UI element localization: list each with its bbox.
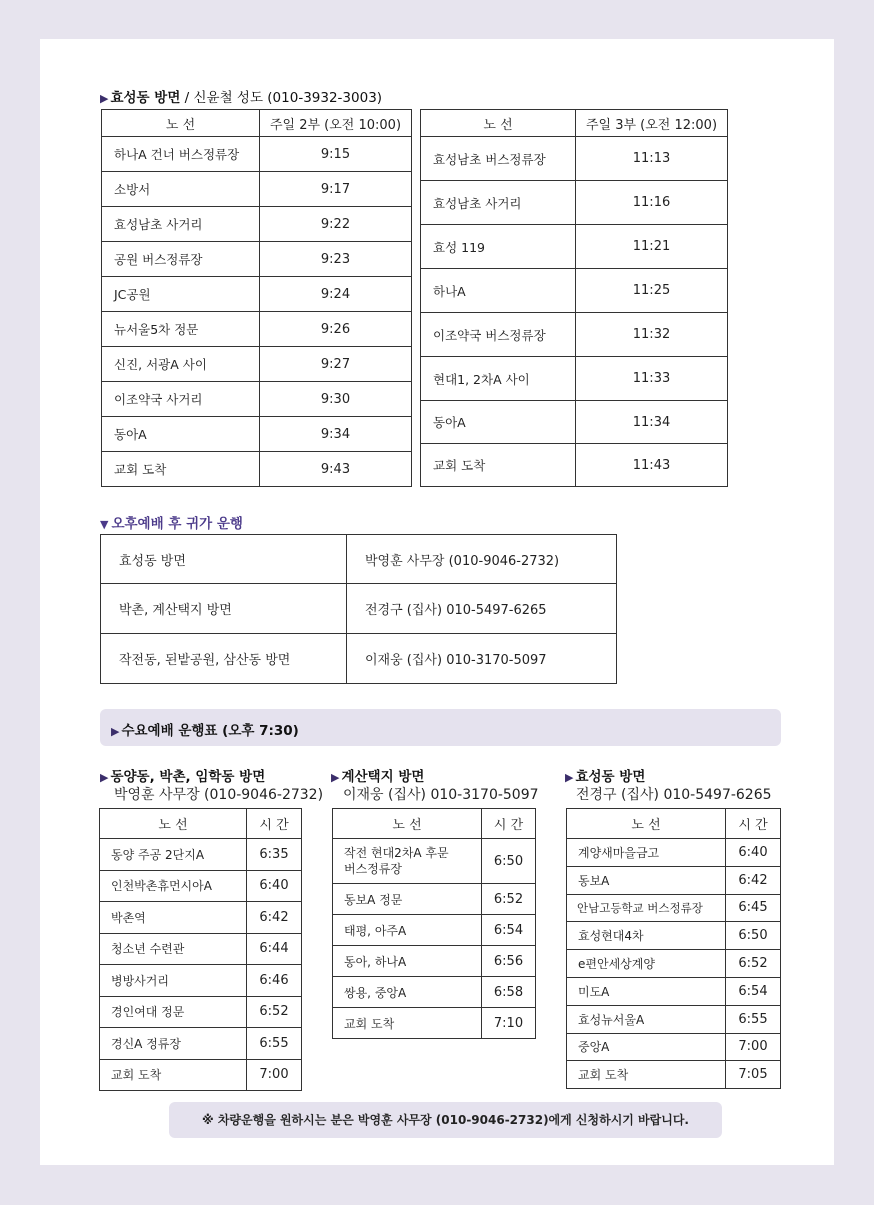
section1-heading — [100, 86, 382, 106]
table-row: 교회 도착 9:43 — [102, 452, 412, 487]
table-row: 동양 주공 2단지A 6:35 — [100, 839, 302, 871]
section2-title: 오후예배 후 귀가 운행 — [111, 516, 243, 532]
table-row: 작전 현대2차A 후문 버스정류장 6:50 — [333, 839, 536, 884]
col-route-header: 노 선 — [102, 110, 260, 137]
wednesday-banner — [100, 709, 781, 746]
table-row: 미도A 6:54 — [567, 977, 781, 1005]
footer-note: ※ 차량운행을 원하시는 분은 박영훈 사무장 (010-9046-2732)에게 신청하시기 바랍니다. — [201, 1113, 689, 1127]
triangle-right-icon: ▶ — [565, 771, 574, 784]
table-row: 효성 119 11:21 — [421, 225, 728, 269]
table-row: 동아A 11:34 — [421, 401, 728, 444]
table-row: JC공원 9:24 — [102, 277, 412, 312]
col-time-header: 주일 2부 (오전 10:00) — [260, 110, 412, 137]
section1-subtitle: / 신윤철 성도 (010-3932-3003) — [180, 90, 383, 106]
wednesday-banner-title: 수요예배 운행표 (오후 7:30) — [121, 723, 299, 739]
table-row: 쌍용, 중앙A 6:58 — [333, 977, 536, 1008]
table-row: 효성동 방면 박영훈 사무장 (010-9046-2732) — [101, 535, 617, 584]
table-row: 경신A 정류장 6:55 — [100, 1028, 302, 1060]
group1-table: 노 선 시 간 동양 주공 2단지A 6:35 인천박촌휴먼시아A 6:40 박촌역 6:42 청소년 수련관 6:44 병방사거리 6:46 경인여대 정문 6:52 경신A 정류장 6:55 교회 도착 7:00 — [99, 808, 302, 1091]
table-row: 뉴서울5차 정문 9:26 — [102, 312, 412, 347]
section1-title: 효성동 방면 — [110, 90, 181, 106]
table-row: 태평, 아주A 6:54 — [333, 915, 536, 946]
table-row: 동보A 6:42 — [567, 866, 781, 894]
table-row: 교회 도착 7:05 — [567, 1061, 781, 1089]
table-row: 교회 도착 7:00 — [100, 1059, 302, 1091]
triangle-right-icon: ▶ — [100, 771, 109, 784]
section2-heading — [100, 512, 243, 532]
group2-heading: ▶ 계산택지 방면 — [331, 769, 425, 785]
table-row: 효성남초 버스정류장 11:13 — [421, 137, 728, 181]
table-row: 계양새마을금고 6:40 — [567, 839, 781, 867]
table-row: 동아, 하나A 6:56 — [333, 946, 536, 977]
table-row: 효성현대4차 6:50 — [567, 922, 781, 950]
group3-table: 노 선 시 간 계양새마을금고 6:40 동보A 6:42 안남고등학교 버스정류장 6:45 효성현대4차 6:50 e편안세상계양 6:52 미도A 6:54 효성뉴서울A 6:55 중앙A 7:00 교회 도착 7:05 — [566, 808, 781, 1089]
table-row: 동아A 9:34 — [102, 417, 412, 452]
table-row: e편안세상계양 6:52 — [567, 950, 781, 978]
table-row: 박촌, 계산택지 방면 전경구 (집사) 010-5497-6265 — [101, 584, 617, 634]
table-row: 효성남초 사거리 11:16 — [421, 181, 728, 225]
triangle-down-icon: ▼ — [100, 518, 109, 531]
table-row: 박촌역 6:42 — [100, 902, 302, 934]
table-row: 이조약국 버스정류장 11:32 — [421, 313, 728, 357]
table-row: 현대1, 2차A 사이 11:33 — [421, 357, 728, 401]
page — [40, 39, 834, 1165]
group2-contact: 이재웅 (집사) 010-3170-5097 — [343, 787, 539, 803]
group2-table: 노 선 시 간 작전 현대2차A 후문 버스정류장 6:50 동보A 정문 6:52 태평, 아주A 6:54 동아, 하나A 6:56 쌍용, 중앙A 6:58 교회 도착 7:10 — [332, 808, 536, 1039]
sunday3-table — [420, 109, 728, 487]
table-row: 효성남초 사거리 9:22 — [102, 207, 412, 242]
table-row: 이조약국 사거리 9:30 — [102, 382, 412, 417]
group3-heading: ▶ 효성동 방면 — [565, 769, 646, 785]
table-row: 경인여대 정문 6:52 — [100, 996, 302, 1028]
table-row: 인천박촌휴먼시아A 6:40 — [100, 870, 302, 902]
return-table — [100, 534, 617, 684]
table-row: 안남고등학교 버스정류장 6:45 — [567, 894, 781, 922]
table-row: 소방서 9:17 — [102, 172, 412, 207]
table-row: 신진, 서광A 사이 9:27 — [102, 347, 412, 382]
table-row: 청소년 수련관 6:44 — [100, 933, 302, 965]
triangle-right-icon: ▶ — [331, 771, 340, 784]
table-row: 교회 도착 7:10 — [333, 1008, 536, 1039]
table-row: 동보A 정문 6:52 — [333, 884, 536, 915]
table-row: 하나A 11:25 — [421, 269, 728, 313]
sunday2-table — [101, 109, 412, 487]
col-route-header: 노 선 — [421, 110, 576, 137]
group1-contact: 박영훈 사무장 (010-9046-2732) — [114, 787, 324, 803]
table-row: 교회 도착 11:43 — [421, 444, 728, 487]
table-row: 효성뉴서울A 6:55 — [567, 1005, 781, 1033]
table-row: 중앙A 7:00 — [567, 1033, 781, 1061]
group3-contact: 전경구 (집사) 010-5497-6265 — [576, 787, 772, 803]
group1-heading: ▶ 동양동, 박촌, 임학동 방면 — [100, 769, 266, 785]
footer-note-box — [169, 1102, 722, 1138]
table-row: 하나A 건너 버스정류장 9:15 — [102, 137, 412, 172]
col-time-header: 주일 3부 (오전 12:00) — [576, 110, 728, 137]
table-row: 병방사거리 6:46 — [100, 965, 302, 997]
table-row: 공원 버스정류장 9:23 — [102, 242, 412, 277]
table-row: 작전동, 된밭공원, 삼산동 방면 이재웅 (집사) 010-3170-5097 — [101, 634, 617, 684]
triangle-right-icon: ▶ — [111, 725, 120, 738]
triangle-right-icon: ▶ — [100, 92, 109, 105]
